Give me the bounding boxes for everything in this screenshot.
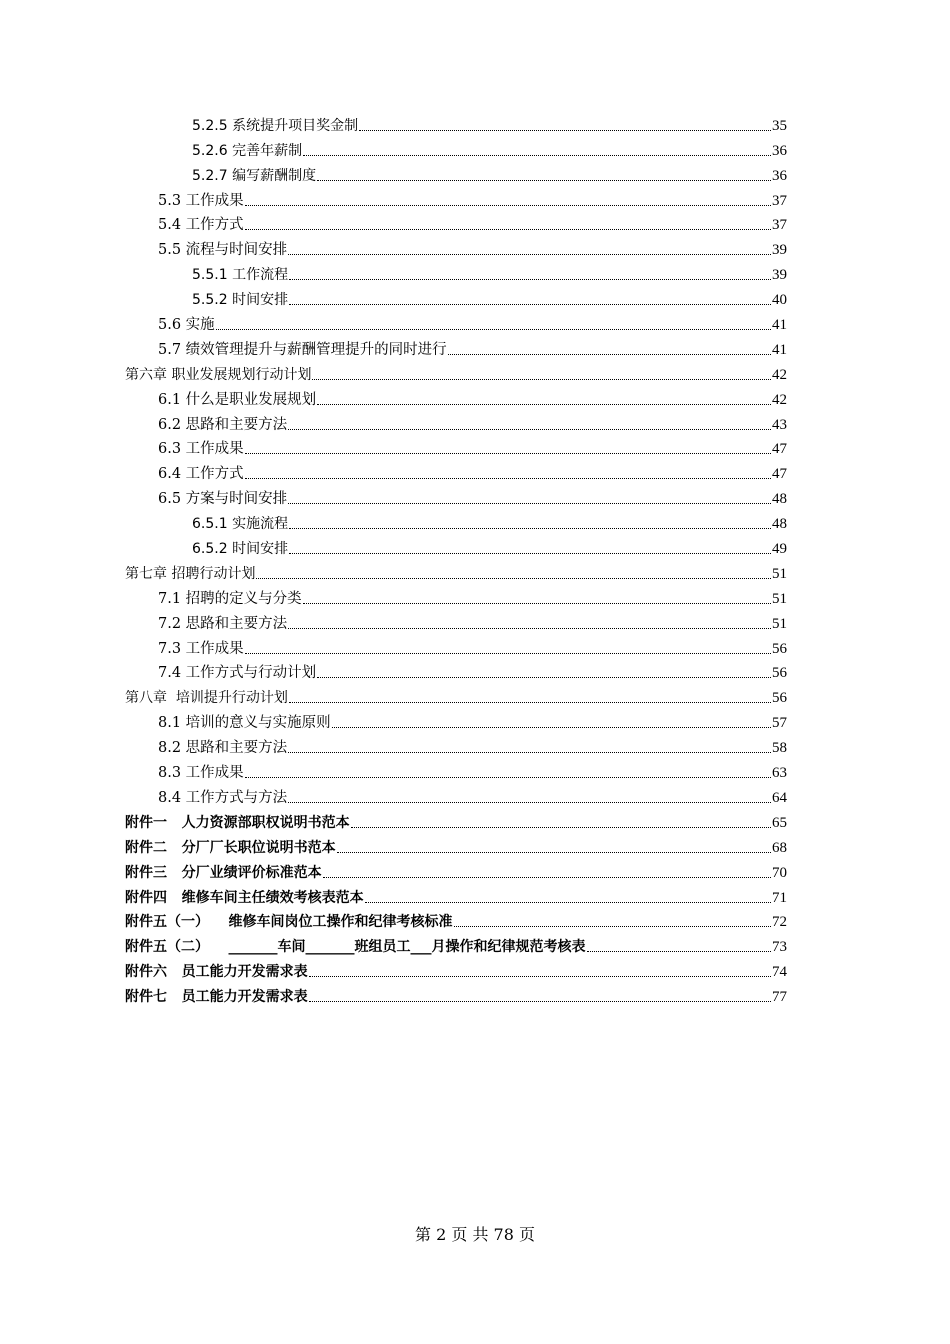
toc-entry-page-number: 68 [772, 839, 787, 856]
toc-dot-leader [288, 752, 771, 753]
toc-entry[interactable] [125, 707, 787, 732]
toc-dot-leader [288, 628, 771, 629]
toc-entry[interactable] [125, 483, 787, 508]
toc-dot-leader [317, 677, 771, 678]
toc-entry-title: 5.5 流程与时间安排 [158, 242, 288, 259]
toc-entry-title: 5.2.5 系统提升项目奖金制 [192, 117, 359, 134]
toc-entry[interactable] [125, 956, 787, 981]
toc-entry-title: 5.6 实施 [158, 317, 215, 334]
toc-entry[interactable] [125, 757, 787, 782]
toc-dot-leader [448, 354, 771, 355]
toc-entry-page-number: 70 [772, 864, 787, 881]
toc-dot-leader [309, 1001, 771, 1002]
toc-dot-leader [332, 727, 771, 728]
toc-entry-page-number: 65 [772, 814, 787, 831]
toc-entry[interactable] [125, 907, 787, 932]
toc-entry-title: 5.4 工作方式 [158, 217, 244, 234]
toc-entry-title: 5.2.6 完善年薪制 [192, 142, 303, 159]
toc-entry-title: 附件三 分厂业绩评价标准范本 [125, 864, 322, 881]
toc-entry[interactable] [125, 807, 787, 832]
toc-entry-title: 6.5.1 实施流程 [192, 516, 289, 533]
toc-entry[interactable] [125, 682, 787, 707]
toc-entry-title: 5.7 绩效管理提升与薪酬管理提升的同时进行 [158, 341, 447, 358]
toc-entry[interactable] [125, 284, 787, 309]
toc-dot-leader [317, 180, 771, 181]
table-of-contents [125, 110, 787, 1006]
toc-entry-title: 附件四 维修车间主任绩效考核表范本 [125, 889, 364, 906]
toc-dot-leader [359, 130, 771, 131]
toc-entry-page-number: 56 [772, 690, 787, 707]
toc-entry[interactable] [125, 558, 787, 583]
toc-dot-leader [245, 777, 771, 778]
toc-entry-page-number: 56 [772, 665, 787, 682]
toc-entry[interactable] [125, 732, 787, 757]
toc-entry[interactable] [125, 309, 787, 334]
toc-entry-page-number: 39 [772, 242, 787, 259]
toc-entry-title: 第六章 职业发展规划行动计划 [125, 366, 312, 383]
toc-dot-leader [312, 379, 771, 380]
toc-entry-page-number: 42 [772, 366, 787, 383]
toc-entry-page-number: 57 [772, 715, 787, 732]
toc-dot-leader [289, 528, 771, 529]
toc-entry-page-number: 74 [772, 964, 787, 981]
toc-dot-leader [303, 603, 771, 604]
toc-entry-page-number: 48 [772, 516, 787, 533]
toc-entry-title: 8.2 思路和主要方法 [158, 740, 288, 757]
toc-entry-page-number: 71 [772, 889, 787, 906]
toc-dot-leader [288, 802, 771, 803]
toc-dot-leader [323, 877, 771, 878]
toc-entry[interactable] [125, 434, 787, 459]
toc-entry-title: 6.3 工作成果 [158, 441, 244, 458]
toc-entry-page-number: 48 [772, 491, 787, 508]
toc-entry-page-number: 41 [772, 317, 787, 334]
toc-entry-page-number: 39 [772, 267, 787, 284]
toc-entry[interactable] [125, 234, 787, 259]
toc-dot-leader [351, 827, 771, 828]
toc-entry-page-number: 49 [772, 541, 787, 558]
toc-entry-title: 6.5.2 时间安排 [192, 541, 289, 558]
toc-entry-title: 第七章 招聘行动计划 [125, 565, 256, 582]
toc-entry-page-number: 77 [772, 989, 787, 1006]
toc-entry-title: 附件五（一） 维修车间岗位工操作和纪律考核标准 [125, 914, 453, 931]
toc-dot-leader [289, 702, 771, 703]
toc-entry[interactable] [125, 409, 787, 434]
toc-entry-page-number: 63 [772, 765, 787, 782]
toc-entry-page-number: 64 [772, 789, 787, 806]
toc-entry[interactable] [125, 633, 787, 658]
toc-entry[interactable] [125, 359, 787, 384]
toc-dot-leader [288, 429, 771, 430]
toc-entry-page-number: 58 [772, 740, 787, 757]
toc-dot-leader [245, 229, 771, 230]
toc-entry-title: 附件七 员工能力开发需求表 [125, 989, 308, 1006]
toc-entry-page-number: 72 [772, 914, 787, 931]
toc-dot-leader [245, 653, 771, 654]
toc-dot-leader [317, 404, 771, 405]
toc-dot-leader [245, 205, 771, 206]
toc-entry-title: 第八章 培训提升行动计划 [125, 690, 288, 707]
toc-entry-page-number: 43 [772, 416, 787, 433]
toc-entry-page-number: 51 [772, 615, 787, 632]
toc-entry-page-number: 42 [772, 391, 787, 408]
page-footer: 第 2 页 共 78 页 [415, 1225, 535, 1244]
toc-entry-page-number: 36 [772, 167, 787, 184]
toc-entry-title: 7.3 工作成果 [158, 640, 244, 657]
toc-entry[interactable] [125, 583, 787, 608]
toc-entry[interactable] [125, 458, 787, 483]
toc-entry-title: 7.4 工作方式与行动计划 [158, 665, 317, 682]
toc-entry-page-number: 41 [772, 341, 787, 358]
toc-dot-leader [587, 951, 772, 952]
toc-entry-page-number: 40 [772, 292, 787, 309]
toc-entry-page-number: 37 [772, 217, 787, 234]
toc-entry[interactable] [125, 135, 787, 160]
toc-dot-leader [288, 503, 771, 504]
toc-entry[interactable] [125, 857, 787, 882]
toc-entry[interactable] [125, 931, 787, 956]
toc-entry-page-number: 35 [772, 117, 787, 134]
toc-entry-title: 8.3 工作成果 [158, 765, 244, 782]
toc-entry-title: 5.5.2 时间安排 [192, 292, 289, 309]
toc-entry-title: 5.3 工作成果 [158, 192, 244, 209]
toc-entry-title: 7.2 思路和主要方法 [158, 615, 288, 632]
toc-entry-title: 7.1 招聘的定义与分类 [158, 590, 302, 607]
toc-entry[interactable] [125, 782, 787, 807]
toc-entry[interactable] [125, 882, 787, 907]
toc-entry-page-number: 56 [772, 640, 787, 657]
toc-entry-page-number: 51 [772, 565, 787, 582]
toc-dot-leader [245, 478, 771, 479]
toc-dot-leader [303, 155, 771, 156]
toc-dot-leader [288, 254, 771, 255]
toc-entry-title: 6.2 思路和主要方法 [158, 416, 288, 433]
toc-entry[interactable] [125, 384, 787, 409]
toc-dot-leader [309, 976, 771, 977]
toc-entry-page-number: 47 [772, 466, 787, 483]
toc-dot-leader [454, 926, 772, 927]
toc-dot-leader [216, 329, 771, 330]
toc-entry[interactable] [125, 334, 787, 359]
toc-dot-leader [245, 453, 771, 454]
toc-entry-title: 6.5 方案与时间安排 [158, 491, 288, 508]
toc-dot-leader [256, 578, 771, 579]
toc-entry[interactable] [125, 160, 787, 185]
toc-entry[interactable] [125, 185, 787, 210]
toc-entry-title: 附件六 员工能力开发需求表 [125, 964, 308, 981]
toc-entry-page-number: 47 [772, 441, 787, 458]
toc-dot-leader [337, 852, 771, 853]
toc-entry-title: 8.4 工作方式与方法 [158, 789, 288, 806]
toc-entry-title: 6.4 工作方式 [158, 466, 244, 483]
toc-entry-page-number: 37 [772, 192, 787, 209]
toc-entry[interactable] [125, 608, 787, 633]
toc-entry-page-number: 36 [772, 142, 787, 159]
toc-entry[interactable] [125, 533, 787, 558]
toc-entry-title: 附件一 人力资源部职权说明书范本 [125, 814, 350, 831]
toc-dot-leader [289, 304, 771, 305]
toc-entry[interactable] [125, 210, 787, 235]
toc-dot-leader [289, 279, 771, 280]
toc-dot-leader [365, 902, 771, 903]
toc-entry[interactable] [125, 110, 787, 135]
toc-entry-title: 5.5.1 工作流程 [192, 267, 289, 284]
toc-entry-title: 附件五（二） _______车间_______班组员工___月操作和纪律规范考核表 [125, 939, 586, 956]
toc-entry[interactable] [125, 508, 787, 533]
toc-entry-title: 5.2.7 编写薪酬制度 [192, 167, 317, 184]
toc-entry-title: 6.1 什么是职业发展规划 [158, 391, 317, 408]
toc-entry[interactable] [125, 832, 787, 857]
toc-entry[interactable] [125, 259, 787, 284]
toc-entry-page-number: 51 [772, 590, 787, 607]
toc-entry-title: 附件二 分厂厂长职位说明书范本 [125, 839, 336, 856]
toc-entry-page-number: 73 [772, 939, 787, 956]
toc-entry[interactable] [125, 658, 787, 683]
toc-entry-title: 8.1 培训的意义与实施原则 [158, 715, 331, 732]
toc-dot-leader [289, 553, 771, 554]
toc-entry[interactable] [125, 981, 787, 1006]
